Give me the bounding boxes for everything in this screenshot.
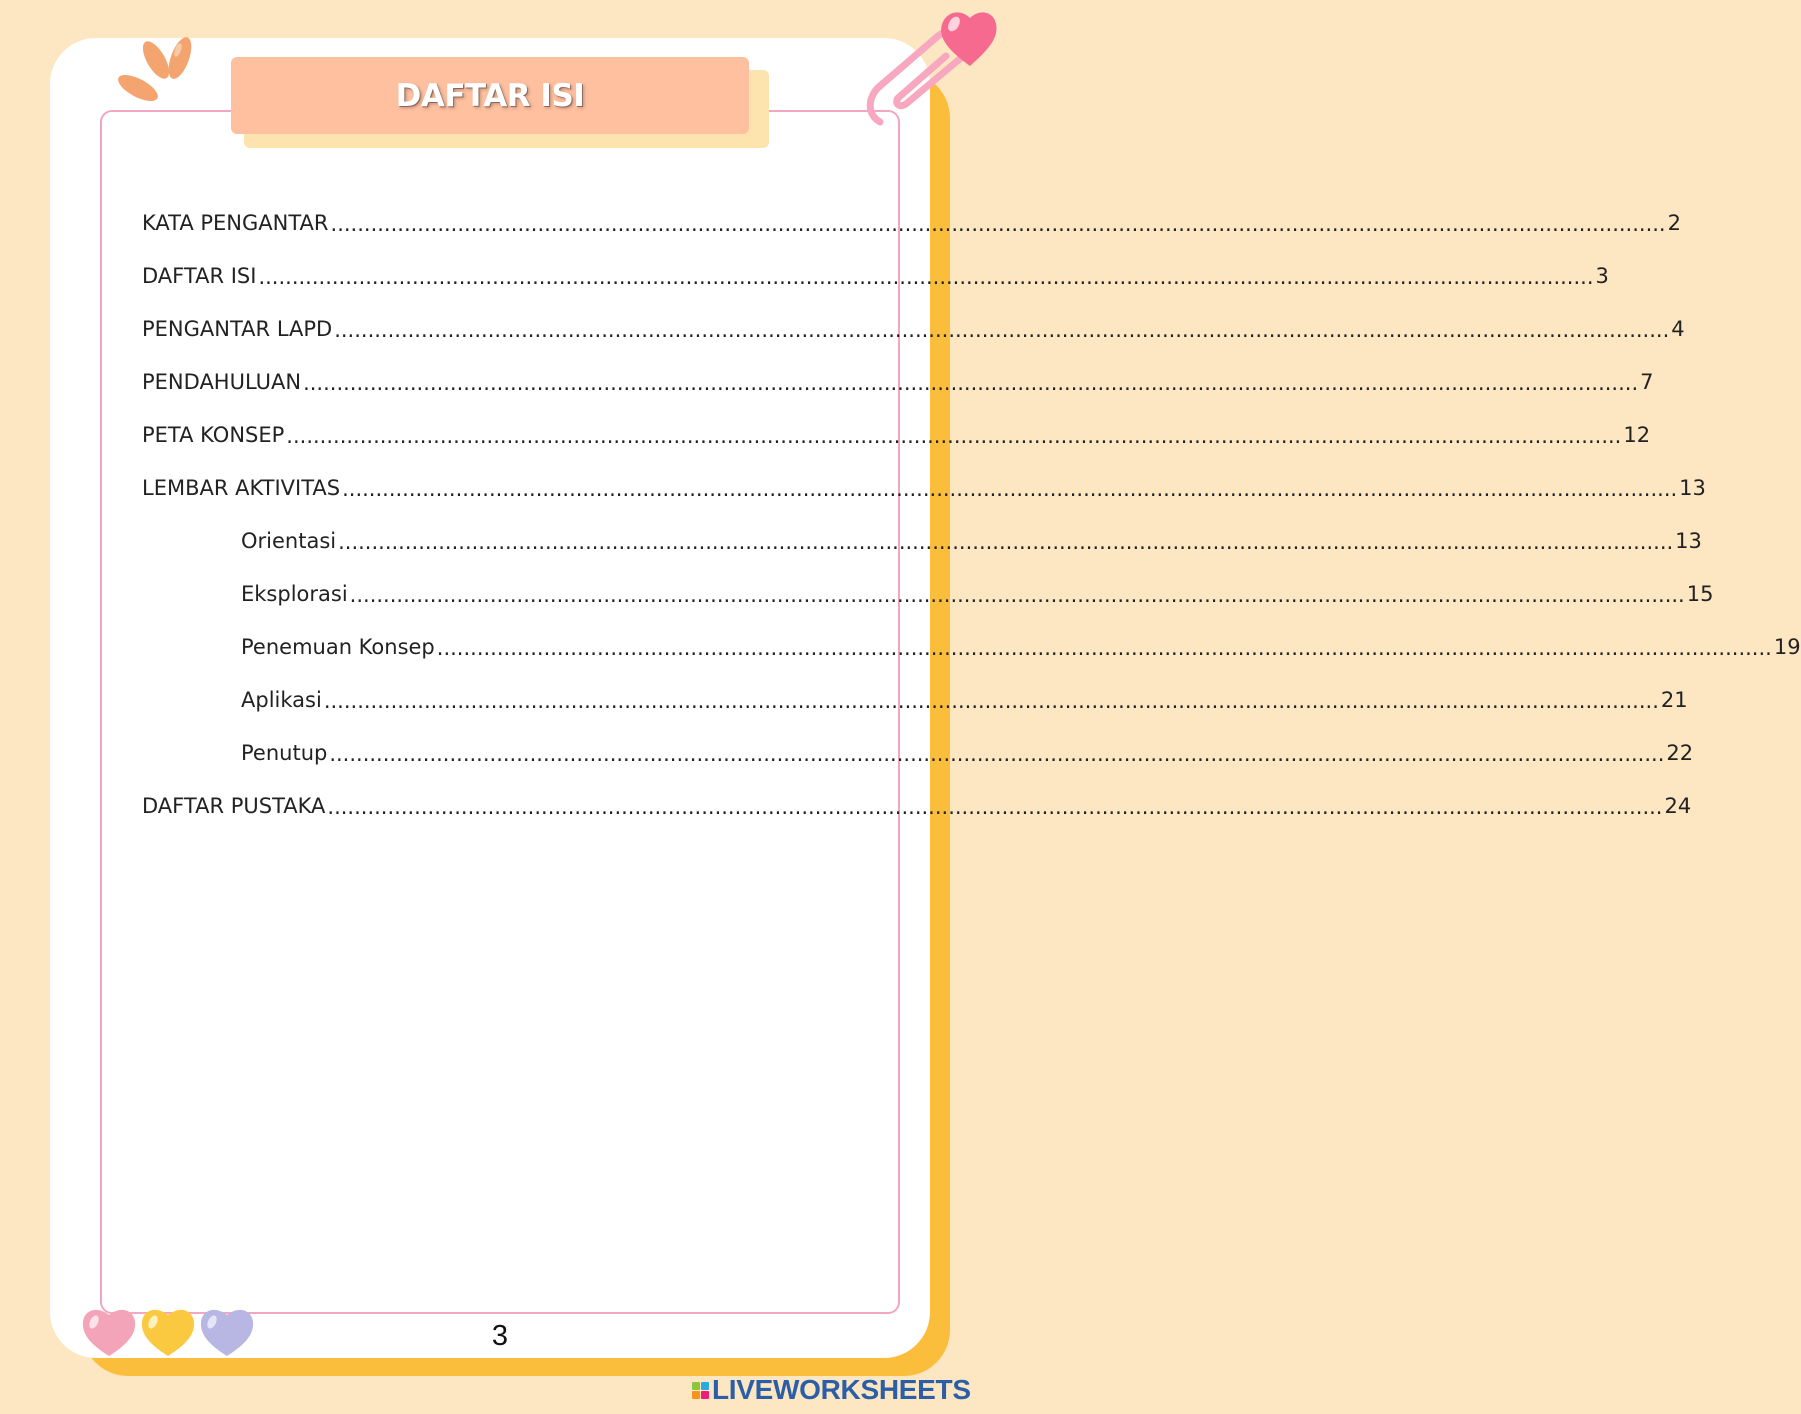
dot-leader: ........................................................................................................................................................................................................ — [338, 529, 1674, 554]
toc-page: 24 — [1664, 793, 1692, 818]
toc-row-daftar-isi[interactable] — [142, 249, 1609, 302]
toc-page: 19 — [1773, 634, 1801, 659]
dot-leader: ........................................................................................................................................................................................................ — [327, 794, 1663, 819]
dot-leader: ........................................................................................................................................................................................................ — [258, 264, 1594, 289]
toc-label: Aplikasi — [241, 687, 322, 712]
liveworksheets-watermark[interactable] — [692, 1374, 971, 1406]
toc-label: Eksplorasi — [241, 581, 348, 606]
liveworksheets-logo-icon — [692, 1382, 709, 1399]
toc-page: 13 — [1675, 528, 1702, 553]
dot-leader: ........................................................................................................................................................................................................ — [303, 370, 1639, 395]
page-number: 3 — [491, 1320, 509, 1352]
toc-page: 22 — [1666, 740, 1694, 765]
toc-row-lembar-aktivitas[interactable] — [142, 461, 1706, 514]
toc-row-orientasi[interactable] — [142, 514, 1702, 567]
burst-decoration-icon — [108, 36, 198, 106]
toc-page: 3 — [1595, 263, 1609, 288]
toc-label: LEMBAR AKTIVITAS — [142, 475, 341, 500]
toc-row-peta-konsep[interactable] — [142, 408, 1651, 461]
watermark-text: LIVEWORKSHEETS — [712, 1374, 971, 1405]
dot-leader: ........................................................................................................................................................................................................ — [286, 423, 1622, 448]
toc-row-penemuan-konsep[interactable] — [142, 620, 1801, 673]
toc-page: 15 — [1686, 581, 1714, 606]
toc-page: 7 — [1640, 369, 1654, 394]
toc-label: PENDAHULUAN — [142, 369, 302, 394]
toc-label: Orientasi — [241, 528, 337, 553]
toc-row-aplikasi[interactable] — [142, 673, 1688, 726]
paperclip-heart-icon — [862, 0, 1000, 140]
toc-label: DAFTAR PUSTAKA — [142, 793, 326, 818]
toc-page: 4 — [1671, 316, 1685, 341]
toc-page: 13 — [1679, 475, 1706, 500]
toc-label: KATA PENGANTAR — [142, 210, 329, 235]
toc-row-penutup[interactable] — [142, 726, 1694, 779]
title-banner — [231, 57, 749, 134]
page-title: DAFTAR ISI — [395, 77, 585, 114]
dot-leader: ........................................................................................................................................................................................................ — [330, 211, 1666, 236]
dot-leader: ........................................................................................................................................................................................................ — [334, 317, 1670, 342]
toc-label: DAFTAR ISI — [142, 263, 257, 288]
dot-leader: ........................................................................................................................................................................................................ — [323, 688, 1659, 713]
toc-label: Penemuan Konsep — [241, 634, 435, 659]
toc-page: 21 — [1660, 687, 1688, 712]
toc-row-kata-pengantar[interactable] — [142, 196, 1681, 249]
table-of-contents — [142, 196, 1801, 832]
toc-row-eksplorasi[interactable] — [142, 567, 1714, 620]
toc-page: 12 — [1623, 422, 1651, 447]
dot-leader: ........................................................................................................................................................................................................ — [342, 476, 1678, 501]
toc-row-pengantar-lapd[interactable] — [142, 302, 1685, 355]
toc-label: PETA KONSEP — [142, 422, 285, 447]
hearts-decoration-icon — [80, 1304, 260, 1358]
dot-leader: ........................................................................................................................................................................................................ — [436, 635, 1772, 660]
toc-row-pendahuluan[interactable] — [142, 355, 1654, 408]
dot-leader: ........................................................................................................................................................................................................ — [329, 741, 1665, 766]
toc-page: 2 — [1667, 210, 1681, 235]
toc-label: PENGANTAR LAPD — [142, 316, 333, 341]
dot-leader: ........................................................................................................................................................................................................ — [349, 582, 1685, 607]
toc-row-daftar-pustaka[interactable] — [142, 779, 1692, 832]
toc-label: Penutup — [241, 740, 328, 765]
